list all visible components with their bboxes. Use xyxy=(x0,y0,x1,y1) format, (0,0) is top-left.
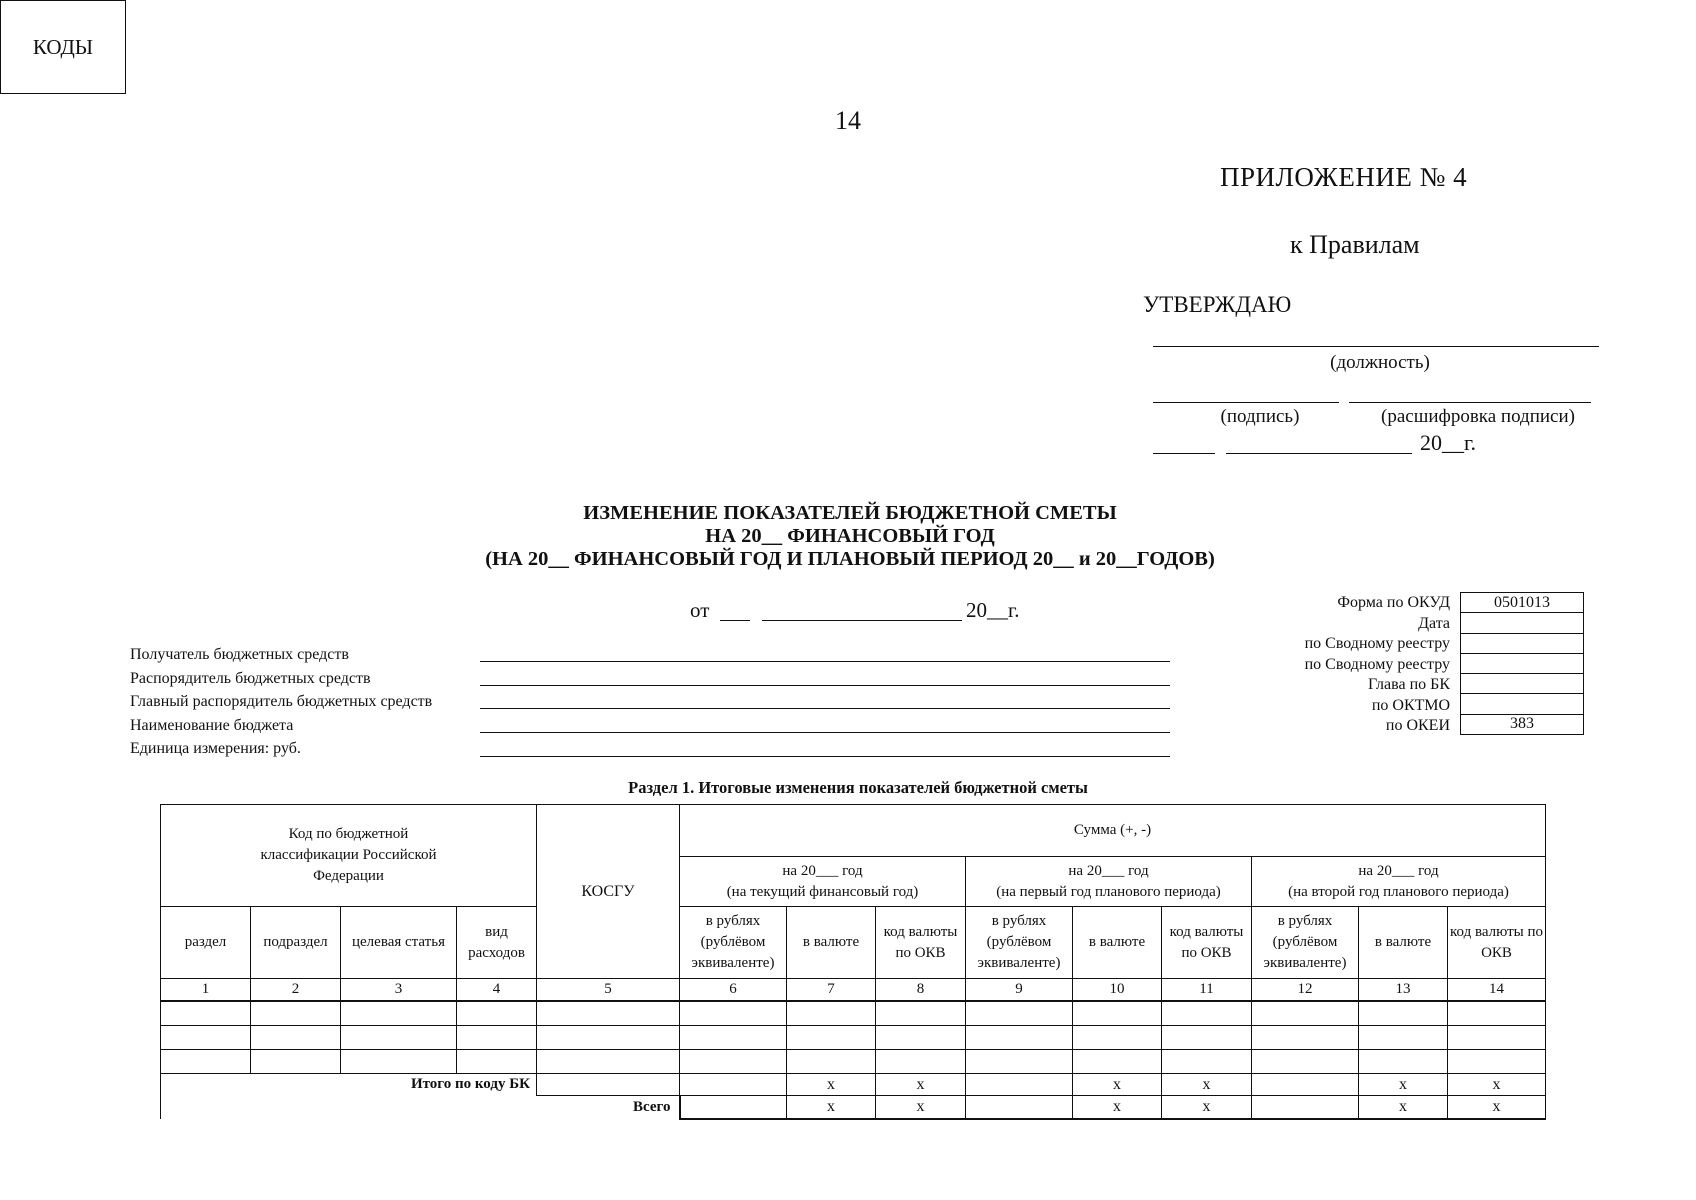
second-plan-year-sub: (на второй год планового периода) xyxy=(1288,883,1509,900)
signature-caption: (подпись) xyxy=(1220,406,1300,427)
position-caption: (должность) xyxy=(1330,352,1430,373)
col-number: 1 xyxy=(161,979,251,1002)
code-value-okei[interactable]: 383 xyxy=(1461,714,1584,734)
page-number: 14 xyxy=(835,106,861,135)
from-month-line xyxy=(762,620,962,621)
signature-decode-line xyxy=(1349,402,1591,403)
col-number: 12 xyxy=(1252,979,1359,1002)
document-title xyxy=(420,502,1280,571)
title-line-1: ИЗМЕНЕНИЕ ПОКАЗАТЕЛЕЙ БЮДЖЕТНОЙ СМЕТЫ xyxy=(583,502,1117,524)
to-rules-caption: к Правилам xyxy=(1290,230,1420,259)
field-main-distributor: Главный распорядитель бюджетных средств xyxy=(130,693,433,710)
code-value-registry-1[interactable] xyxy=(1461,633,1584,653)
from-prefix: от xyxy=(690,598,710,622)
grand-total-okv-first: x xyxy=(1162,1095,1252,1119)
col-okv-first: код валюты по ОКВ xyxy=(1162,907,1252,979)
col-number: 8 xyxy=(876,979,966,1002)
col-number: 2 xyxy=(251,979,341,1002)
col-number: 13 xyxy=(1359,979,1448,1002)
signature-decode-caption: (расшифровка подписи) xyxy=(1381,406,1575,427)
field-recipient: Получатель бюджетных средств xyxy=(130,646,349,663)
table-row[interactable] xyxy=(161,1001,1546,1025)
code-label-registry-2: по Сводному реестру xyxy=(1304,655,1450,673)
col-number: 3 xyxy=(341,979,457,1002)
total-bk-val-first: x xyxy=(1073,1073,1162,1095)
codes-labels xyxy=(1305,593,1450,737)
total-bk-row xyxy=(161,1073,1546,1095)
field-line-3[interactable] xyxy=(480,708,1170,709)
total-bk-rub-second[interactable] xyxy=(1252,1073,1359,1095)
code-value-registry-2[interactable] xyxy=(1461,653,1584,673)
approve-heading: УТВЕРЖДАЮ xyxy=(1143,292,1292,317)
second-plan-year-header xyxy=(1252,857,1546,907)
current-year-header xyxy=(680,857,966,907)
grand-total-val-first: x xyxy=(1073,1095,1162,1119)
title-line-2: НА 20__ ФИНАНСОВЫЙ ГОД xyxy=(705,525,995,547)
grand-total-okv-current: x xyxy=(876,1095,966,1119)
approve-date-suffix: 20__г. xyxy=(1420,430,1477,455)
field-line-5[interactable] xyxy=(480,756,1170,757)
col-podrazdel: подраздел xyxy=(251,907,341,979)
col-celevaya: целевая статья xyxy=(341,907,457,979)
approve-month-line xyxy=(1226,453,1412,454)
grand-total-rub-current[interactable] xyxy=(680,1095,787,1119)
total-bk-okv-second: x xyxy=(1448,1073,1546,1095)
col-rub-current: в рублях (рублёвом эквиваленте) xyxy=(680,907,787,979)
col-okv-current: код валюты по ОКВ xyxy=(876,907,966,979)
col-rub-second: в рублях (рублёвом эквиваленте) xyxy=(1252,907,1359,979)
sum-header: Сумма (+, -) xyxy=(680,805,1546,857)
code-value-okud[interactable]: 0501013 xyxy=(1461,593,1584,613)
field-line-4[interactable] xyxy=(480,732,1170,733)
title-line-3: (НА 20__ ФИНАНСОВЫЙ ГОД И ПЛАНОВЫЙ ПЕРИОД 20__ и 20__ГОДОВ) xyxy=(485,548,1215,570)
codes-table xyxy=(1460,592,1584,735)
col-val-first: в валюте xyxy=(1073,907,1162,979)
col-number: 7 xyxy=(787,979,876,1002)
field-line-2[interactable] xyxy=(480,685,1170,686)
total-bk-label: Итого по коду БК xyxy=(161,1073,537,1095)
current-year-label: на 20___ год xyxy=(782,862,863,879)
col-number: 11 xyxy=(1162,979,1252,1002)
grand-total-okv-second: x xyxy=(1448,1095,1546,1119)
total-bk-okv-first: x xyxy=(1162,1073,1252,1095)
second-plan-year-label: на 20___ год xyxy=(1358,862,1439,879)
field-labels xyxy=(130,643,432,761)
col-number: 9 xyxy=(966,979,1073,1002)
total-bk-rub-first[interactable] xyxy=(966,1073,1073,1095)
col-vid: вид расходов xyxy=(457,907,537,979)
col-number: 5 xyxy=(537,979,680,1002)
appendix-title: ПРИЛОЖЕНИЕ № 4 xyxy=(1220,162,1468,192)
field-line-1[interactable] xyxy=(480,661,1170,662)
grand-total-rub-second[interactable] xyxy=(1252,1095,1359,1119)
code-label-registry-1: по Сводному реестру xyxy=(1304,635,1450,652)
code-value-oktmo[interactable] xyxy=(1461,694,1584,714)
position-line xyxy=(1153,346,1599,347)
total-bk-kosgu[interactable] xyxy=(537,1073,680,1095)
field-unit: Единица измерения: руб. xyxy=(130,740,301,757)
grand-total-label: Всего xyxy=(161,1095,680,1119)
kosgu-header: КОСГУ xyxy=(537,805,680,979)
codes-header: КОДЫ xyxy=(0,0,126,94)
code-label-okei: по ОКЕИ xyxy=(1385,717,1450,734)
code-label-date: Дата xyxy=(1418,614,1450,632)
code-value-date[interactable] xyxy=(1461,613,1584,633)
total-bk-val-current: x xyxy=(787,1073,876,1095)
first-plan-year-sub: (на первый год планового периода) xyxy=(996,883,1221,900)
col-number: 4 xyxy=(457,979,537,1002)
total-bk-val-second: x xyxy=(1359,1073,1448,1095)
column-numbers-row xyxy=(161,979,1546,1002)
total-bk-okv-current: x xyxy=(876,1073,966,1095)
from-suffix: 20__г. xyxy=(966,598,1020,622)
table-row[interactable] xyxy=(161,1049,1546,1073)
col-val-second: в валюте xyxy=(1359,907,1448,979)
bk-code-header: Код по бюджетной классификации Российской Федерации xyxy=(161,805,537,907)
first-plan-year-label: на 20___ год xyxy=(1068,862,1149,879)
field-distributor: Распорядитель бюджетных средств xyxy=(130,669,371,687)
code-value-bk-chapter[interactable] xyxy=(1461,674,1584,694)
col-number: 10 xyxy=(1073,979,1162,1002)
from-day-line xyxy=(720,620,750,621)
field-budget-name: Наименование бюджета xyxy=(130,716,294,734)
budget-changes-table xyxy=(160,804,1546,1120)
col-number: 6 xyxy=(680,979,787,1002)
signature-line xyxy=(1153,402,1339,403)
col-number: 14 xyxy=(1448,979,1546,1002)
code-label-okud: Форма по ОКУД xyxy=(1337,594,1450,611)
section-title: Раздел 1. Итоговые изменения показателей бюджетной сметы xyxy=(628,778,1088,797)
col-razdel: раздел xyxy=(161,907,251,979)
table-row[interactable] xyxy=(161,1025,1546,1049)
grand-total-val-second: x xyxy=(1359,1095,1448,1119)
code-label-oktmo: по ОКТМО xyxy=(1371,696,1450,714)
grand-total-rub-first[interactable] xyxy=(966,1095,1073,1119)
total-bk-rub-current[interactable] xyxy=(680,1073,787,1095)
grand-total-row xyxy=(161,1095,1546,1119)
col-val-current: в валюте xyxy=(787,907,876,979)
current-year-sub: (на текущий финансовый год) xyxy=(726,883,919,900)
first-plan-year-header xyxy=(966,857,1252,907)
col-rub-first: в рублях (рублёвом эквиваленте) xyxy=(966,907,1073,979)
col-okv-second: код валюты по ОКВ xyxy=(1448,907,1546,979)
code-label-bk-chapter: Глава по БК xyxy=(1368,676,1450,693)
approve-day-line xyxy=(1153,453,1215,454)
grand-total-val-current: x xyxy=(787,1095,876,1119)
